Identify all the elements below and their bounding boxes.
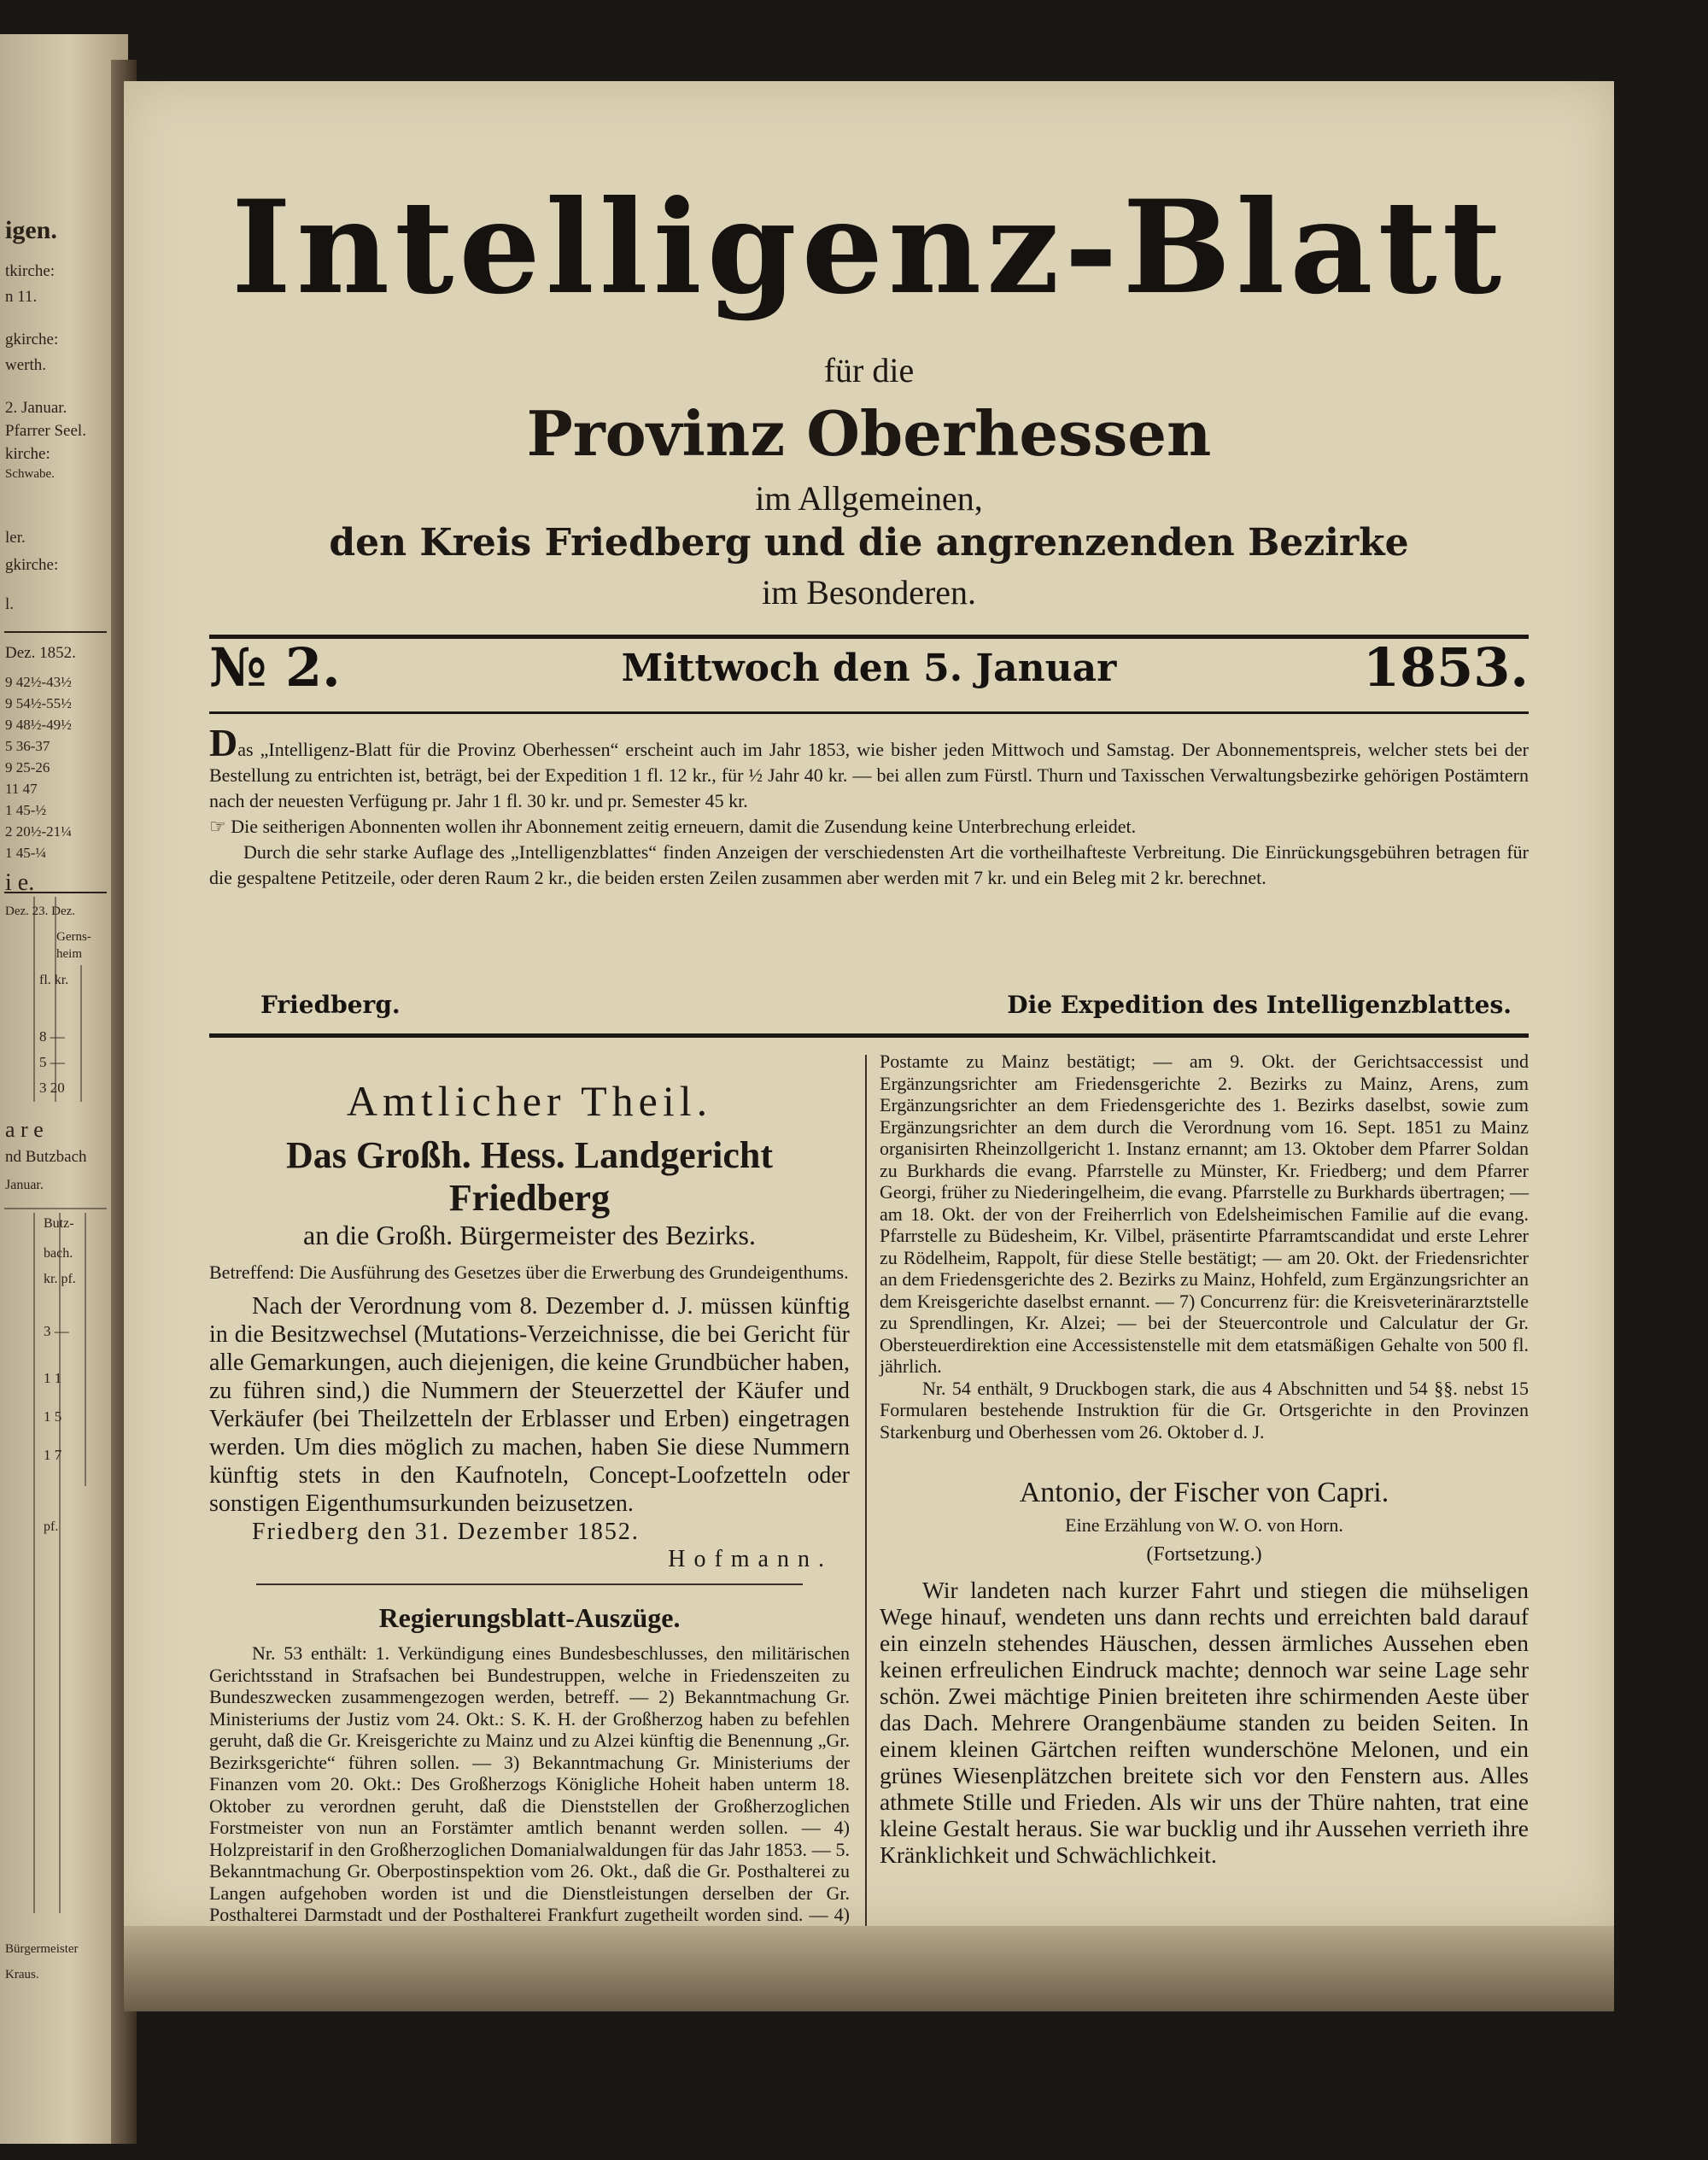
lp-line: 1 45-½ [5,802,47,818]
lp-line: 1 45-¼ [5,845,47,861]
lp-line: bach. [44,1246,73,1261]
table-rules [0,34,128,2144]
issue-year: 1853. [1362,636,1529,699]
regierung-heading: Regierungsblatt-Auszüge. [378,1602,681,1633]
lp-line: fl. kr. [39,973,69,987]
notice-text-2: ☞ Die seitherigen Abonnenten wollen ihr Abonnement zeitig erneuern, damit die Zusendung keine Unterbrechung erleidet. [209,816,1137,837]
lp-line: kr. pf. [44,1272,76,1286]
betreff-line: Betreffend: Die Ausführung des Gesetzes über die Erwerbung des Grundeigenthums. [209,1261,849,1283]
amtlich-dateline: Friedberg den 31. Dezember 1852. [252,1519,640,1545]
lp-line: Pfarrer Seel. [5,422,86,440]
lp-line: Bürgermeister [5,1942,79,1956]
column-divider [865,1055,867,2003]
lp-line: Kraus. [5,1968,39,1981]
left-column [209,1051,850,2013]
issue-rule-bottom [209,711,1529,714]
lp-line: 5 36-37 [5,738,50,754]
lp-line: l. [5,595,15,613]
masthead-kreis: den Kreis Friedberg und die angrenzenden Bezirke [329,521,1409,565]
right-continuation: Postamte zu Mainz bestätigt; — am 9. Okt. der Gerichtsaccessist und Ergänzungsrichter am Friedensgerichte 2. Bezirks zu Mainz, Arens, zum Ergänzungsrichter an dem Friedensgerichte des 1. Bezirks daselbst, sowie zum Ergänzungsrichter an dem durch die Verordnung vom 16. Sept. 1851 zu Mainz organisirten Rheinzollgericht 1. Instanz ernannt; am 13. Oktober dem Pfarrer Soldan zu Burkhards die evang. Pfarrstelle zu Münster, Kr. Friedberg; und dem Pfarrer Georgi, früher zu Niederingelheim, die evang. Pfarrstelle zu Burkhards übertragen; — am 18. Okt. der von der Freiherrlich von Edelsheimischen Familie auf die evang. Pfarrstelle zu Büdesheim, Kr. Vilbel, präsentirte Pfarramtscandidat und erste Lehrer zu Rödelheim, Rappolt, für diese Stelle bestätigt; — am 20. Okt. der Friedensrichter an dem Friedensgerichte des 2. Bezirks zu Mainz, Hohfeld, zum Ergänzungsrichter an dem Kreisgerichte daselbst ernannt. — 7) Concurrenz für: die Kreisveterinärarztstelle zu Sprendlingen, Kr. Alzei; — bei der Steuercontrole und Calculatur der Gr. Obersteuerdirektion eine Accessistenstelle mit dem etatsmäßigen Gehalte von 500 fl. jährlich. [880,1051,1529,1377]
lp-line: Gerns- [56,930,91,944]
court-subheading: an die Großh. Bürgermeister des Bezirks. [303,1220,756,1250]
lp-line: werth. [5,356,47,374]
lp-line: 5 — [39,1054,65,1070]
lp-line: pf. [44,1519,59,1534]
lp-line: 2 20½-21¼ [5,823,72,840]
lp-line: Dez. 1852. [5,644,76,662]
notice-signer: Die Expedition des Intelligenzblattes. [1007,991,1512,1019]
lp-line: 9 42½-43½ [5,674,72,690]
notice-text-3: Durch die sehr starke Auflage des „Intelligenzblattes“ finden Anzeigen der verschiedensten Art die vortheilhafteste Verbreitung. Die Einrückungsgebühren betragen für die gespaltene Petitzeile, oder deren Raum 2 kr., die beiden ersten Zeilen zusammen aber werden mit 7 kr. und ein Beleg mit 2 kr. berechnet. [209,841,1529,888]
story-body: Wir landeten nach kurzer Fahrt und stiegen die mühseligen Wege hinauf, wendeten uns dann rechts und erreichten bald darauf ein einzeln stehendes Häuschen, dessen ärmliches Aussehen eben keinen erfreulichen Eindruck machte; dennoch war seine Lage sehr schön. Zwei mächtige Pinien breiteten ihre schirmenden Aeste über das Dach. Mehrere Orangenbäume standen zu beiden Seiten. In einem kleinen Gärtchen reiften wunderschöne Melonen, und ein grünes Wiesenplätzchen breitete sich vor den Fenstern aus. Alles athmete Stille und Frieden. Als wir uns der Thüre nahten, trat eine kleine Gestalt heraus. Sie war bucklig und ihr Aussehen verrieth ihre Kränklichkeit und Schwächlichkeit. [880,1577,1529,1868]
nr54-paragraph: Nr. 54 enthält, 9 Druckbogen stark, die aus 4 Abschnitten und 54 §§. nebst 15 Formularen bestehende Instruktion für die Gr. Ortsgerichte in den Provinzen Starkenburg und Oberhessen vom 26. Oktober d. J. [880,1377,1529,1443]
notice-place: Friedberg. [260,991,401,1019]
lp-line: ler. [5,529,26,547]
lp-line: 9 48½-49½ [5,717,72,733]
right-column [880,1051,1529,1868]
lp-line: igen. [5,216,57,244]
notice-signature-row [209,991,1529,1025]
masthead-provinz: Provinz Oberhessen [526,397,1212,470]
section-rule [209,1033,1529,1038]
masthead-besonderen: im Besonderen. [761,573,977,612]
lp-line: heim [56,947,82,961]
lp-line: 3 20 [39,1080,65,1096]
newspaper-page [124,81,1614,1926]
subscription-notice [209,721,1529,891]
previous-page-edge [0,34,128,2144]
masthead-title: Intelligenz-Blatt [231,173,1507,323]
notice-text-1: as „Intelligenz-Blatt für die Provinz Oberhessen“ erscheint auch im Jahr 1853, wie bisher jeden Mittwoch und Samstag. Der Abonnementspreis, welcher stets bei der Bestellung zu entrichten ist, beträgt, bei der Expedition 1 fl. 12 kr., für ½ Jahr 40 kr. — bei allen zum Fürstl. Thurn und Taxisschen Verwaltungsbezirke gehörigen Postämtern nach der neuesten Verfügung pr. Jahr 1 fl. 30 kr. und pr. Semester 45 kr. [209,739,1529,811]
lp-line: 11 47 [5,781,38,797]
lp-line: 8 — [39,1028,65,1045]
drop-cap: D [209,721,238,764]
story-subtitle: Eine Erzählung von W. O. von Horn. [1065,1514,1343,1536]
lp-line: nd Butzbach [5,1148,87,1166]
lp-line: tkirche: [5,262,56,280]
lp-line: 1 1 [44,1370,62,1386]
page-bottom-edge [124,1926,1614,2011]
lp-line: n 11. [5,288,38,306]
lp-line: gkirche: [5,556,59,574]
issue-row [209,636,1529,705]
story-title: Antonio, der Fischer von Capri. [1019,1477,1389,1508]
lp-line: Butz- [44,1216,74,1231]
lp-line: 9 54½-55½ [5,695,72,711]
court-heading: Das Großh. Hess. Landgericht Friedberg [285,1134,774,1219]
amtlich-signature: Hofmann. [668,1546,833,1572]
lp-line: kirche: [5,445,50,463]
lp-line: Dez. 23. Dez. [5,904,76,918]
masthead-fuer: für die [823,351,915,389]
lp-line: i e. [5,869,35,896]
lp-line: Schwabe. [5,467,55,481]
regierung-body: Nr. 53 enthält: 1. Verkündigung eines Bundesbeschlusses, den militärischen Gerichtsstand in Strafsachen bei Bundestruppen, welche in Friedenszeiten zu Bundeszwecken zusammengezogen werden, betreff. — 2) Bekanntmachung Gr. Ministeriums der Justiz vom 24. Okt.: S. K. H. der Großherzog haben zu befehlen geruht, daß die Gr. Kreisgerichte zu Mainz und zu Alzei künftig die Benennung „Gr. Bezirksgerichte“ führen sollen. — 3) Bekanntmachung Gr. Ministeriums der Finanzen vom 20. Okt.: Des Großherzogs Königliche Hoheit haben unterm 18. Oktober zu verordnen geruht, daß die Dienststellen der Großherzoglichen Forstmeister von nun an Forstämter amtlich benannt werden sollen. — 4) Holzpreistarif in den Großherzoglichen Domanialwaldungen für das Jahr 1853. — 5. Bekanntmachung Gr. Oberpostinspektion vom 26. Okt., daß die Gr. Posthalterei zu Langen aufgehoben worden ist und die Dienstleistungen derselben der Gr. Posthalterei Darmstadt und der Posthalterei Frankfurt zugetheilt worden sind. — 4) [209,1642,850,1925]
lp-line: 9 25-26 [5,759,50,776]
lp-line: 1 5 [44,1408,62,1425]
lp-line: gkirche: [5,331,59,348]
lp-line: 2. Januar. [5,399,67,417]
lp-line: 1 7 [44,1447,62,1463]
lp-line: 3 — [44,1323,69,1339]
lp-line: Januar. [5,1178,44,1192]
issue-date: Mittwoch den 5. Januar [621,647,1117,690]
amtlicher-theil-heading: Amtlicher Theil. [346,1077,713,1125]
masthead-allgemein: im Allgemeinen, [755,479,983,518]
amtlich-body: Nach der Verordnung vom 8. Dezember d. J. müssen künftig in die Besitzwechsel (Mutations-Verzeichnisse, die bei Gericht für alle Gemarkungen, auch diejenigen, die keine Grundbücher haben, zu führen sind,) die Nummern der Steuerzettel der Käufer und Verkäufer (bei Theilzetteln der Erblasser und Erben) eingetragen werden. Um dies möglich zu machen, haben Sie diese Nummern künftig stets in den Kaufnoteln, Concept-Loofzetteln oder sonstigen Eigenthumsurkunden beizusetzen. [209,1293,850,1517]
lp-line: a r e [5,1117,44,1142]
story-continuation: (Fortsetzung.) [1146,1543,1262,1566]
issue-number: № 2. [209,636,341,699]
section-divider [256,1583,803,1585]
